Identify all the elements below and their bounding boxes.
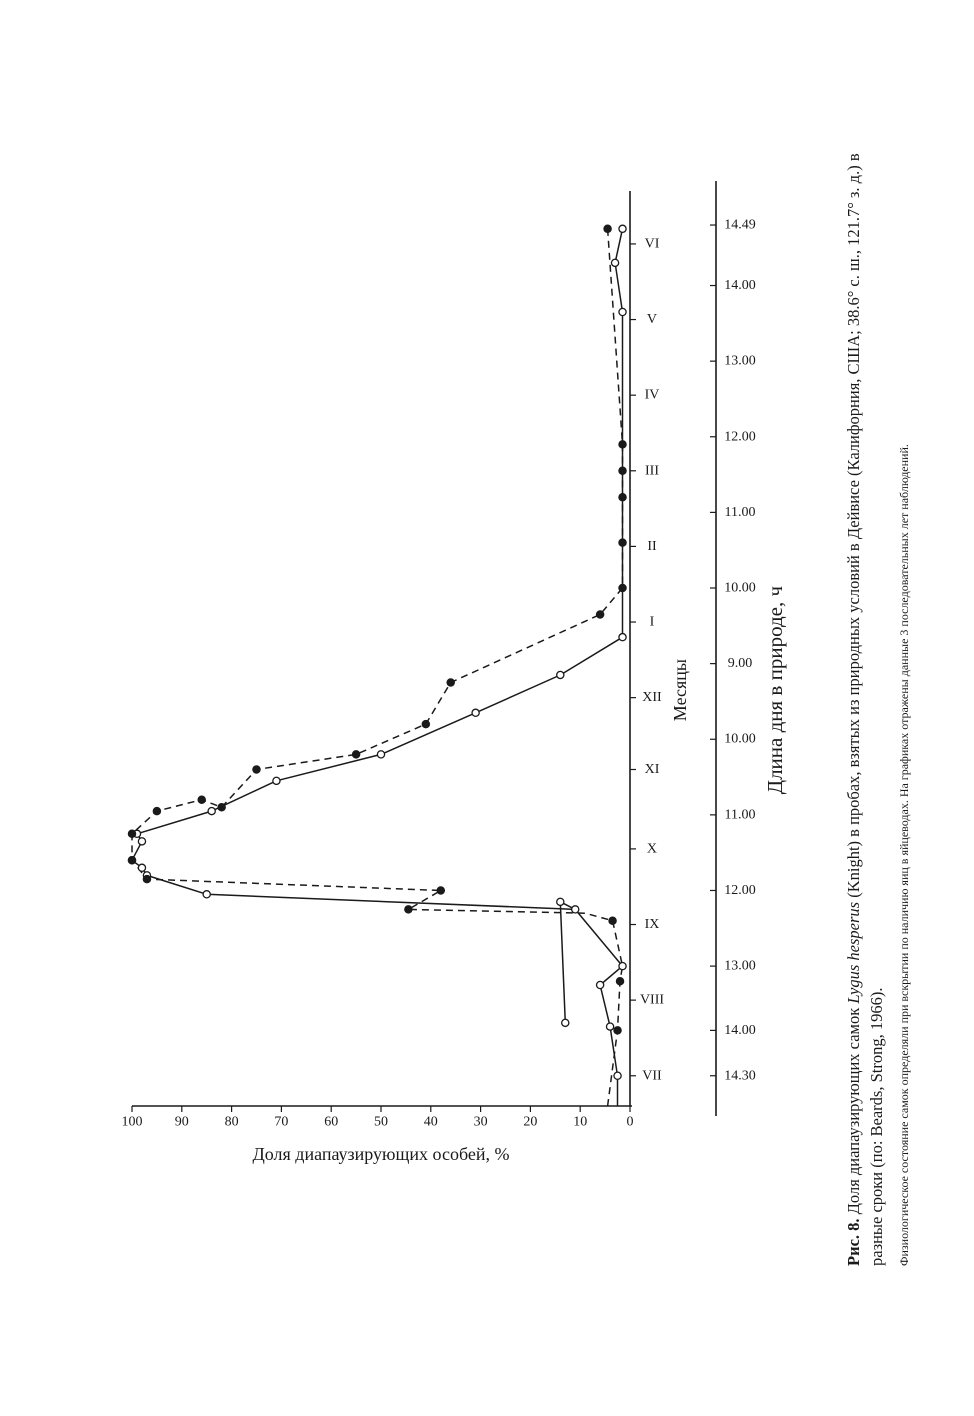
data-point-open: [619, 225, 626, 232]
daylength-tick-label: 13.00: [724, 958, 756, 974]
data-point-open: [606, 1023, 613, 1030]
axes: [132, 181, 716, 1116]
month-label: I: [649, 614, 655, 630]
month-label: VIII: [639, 992, 665, 1008]
data-point-open: [273, 777, 280, 784]
data-point-open: [203, 891, 210, 898]
data-point-filled: [405, 906, 412, 913]
data-point-filled: [437, 887, 444, 894]
data-point-open: [611, 259, 618, 266]
series-line-dashed-line-filled-circles: [132, 229, 623, 1106]
data-point-filled: [153, 807, 160, 814]
daylength-tick-label: 14.30: [724, 1068, 756, 1084]
month-label: IX: [644, 917, 660, 933]
data-point-open: [614, 1072, 621, 1079]
data-point-filled: [619, 467, 626, 474]
y-tick-label: 0: [626, 1114, 634, 1130]
data-point-open: [619, 634, 626, 641]
data-point-open: [472, 709, 479, 716]
species-name: Lygus hesperus: [844, 901, 863, 1004]
month-label: IV: [644, 387, 660, 403]
daylength-tick-label: 11.00: [724, 807, 756, 823]
month-label: XI: [644, 761, 660, 777]
data-point-open: [619, 963, 626, 970]
data-point-open: [619, 308, 626, 315]
daylength-tick-label: 14.00: [724, 278, 756, 294]
data-point-filled: [614, 1027, 621, 1034]
caption-text-2: (Knight) в пробах, взятых из природных условий в Дейвисе (Калифорния, США; 38.6° с. ш., 121.7° з. д.) в разные сроки (по: Beards, Strong, 1966).: [844, 153, 886, 1266]
figure-caption: [842, 106, 888, 1266]
daylength-tick-label: 12.00: [724, 429, 756, 445]
data-point-filled: [422, 721, 429, 728]
data-point-open: [208, 807, 215, 814]
month-label: II: [647, 538, 657, 554]
data-point-filled: [198, 796, 205, 803]
month-label: V: [646, 312, 658, 328]
daylength-tick-label: 11.00: [724, 504, 756, 520]
data-point-filled: [447, 679, 454, 686]
data-point-open: [377, 751, 384, 758]
data-point-open: [138, 864, 145, 871]
y-tick-label: 50: [374, 1114, 388, 1130]
month-label: III: [645, 463, 659, 479]
data-point-filled: [253, 766, 260, 773]
data-point-open: [557, 671, 564, 678]
y-tick-label: 90: [174, 1114, 189, 1130]
series-line-solid-line-open-circles: [560, 902, 622, 1106]
data-point-filled: [619, 441, 626, 448]
daylength-tick-label: 14.00: [724, 1022, 756, 1038]
y-tick-label: 10: [573, 1114, 588, 1130]
data-point-open: [572, 906, 579, 913]
y-tick-label: 60: [324, 1114, 339, 1130]
data-point-filled: [128, 857, 135, 864]
x-axis-title-months: Месяцы: [670, 658, 690, 722]
y-tick-label: 100: [121, 1114, 143, 1130]
figure-note: Физиологическое состояние самок определяли при вскрытии по наличию яиц в яйцеводах. На графиках отражены данные 3 последовательных лет наблюдений.: [897, 444, 911, 1266]
data-point-open: [562, 1019, 569, 1026]
month-label: X: [646, 841, 658, 857]
data-point-filled: [609, 917, 616, 924]
x-axis-title-daylength: Длина дня в природе, ч: [763, 585, 787, 795]
daylength-tick-label: 10.00: [724, 580, 756, 596]
daylength-tick-label: 10.00: [724, 731, 756, 747]
figure-label: Рис. 8.: [844, 1218, 863, 1266]
data-point-filled: [143, 876, 150, 883]
labels-layer: [122, 218, 756, 1130]
caption-text-1: Доля диапаузирующих самок: [844, 1003, 863, 1219]
daylength-tick-label: 13.00: [724, 353, 756, 369]
y-axis-title: Доля диапаузирующих особей, %: [252, 1144, 510, 1164]
y-tick-label: 70: [274, 1114, 289, 1130]
series-layer: [128, 225, 626, 1106]
data-point-filled: [619, 494, 626, 501]
daylength-tick-label: 14.49: [724, 217, 756, 233]
data-point-filled: [619, 584, 626, 591]
data-point-filled: [218, 804, 225, 811]
data-point-filled: [604, 225, 611, 232]
y-tick-label: 30: [473, 1114, 488, 1130]
month-label: VII: [642, 1068, 662, 1084]
data-point-open: [138, 838, 145, 845]
y-tick-label: 80: [224, 1114, 239, 1130]
data-point-filled: [353, 751, 360, 758]
data-point-filled: [616, 978, 623, 985]
data-point-open: [597, 981, 604, 988]
y-tick-label: 20: [523, 1114, 538, 1130]
data-point-filled: [619, 539, 626, 546]
y-tick-label: 40: [423, 1114, 438, 1130]
data-point-open: [557, 898, 564, 905]
data-point-filled: [597, 611, 604, 618]
daylength-tick-label: 12.00: [724, 882, 756, 898]
month-label: XII: [642, 690, 662, 706]
month-label: VI: [644, 236, 660, 252]
series-line-solid-line-open-circles-main: [132, 229, 623, 910]
daylength-tick-label: 9.00: [727, 656, 753, 672]
data-point-filled: [128, 830, 135, 837]
